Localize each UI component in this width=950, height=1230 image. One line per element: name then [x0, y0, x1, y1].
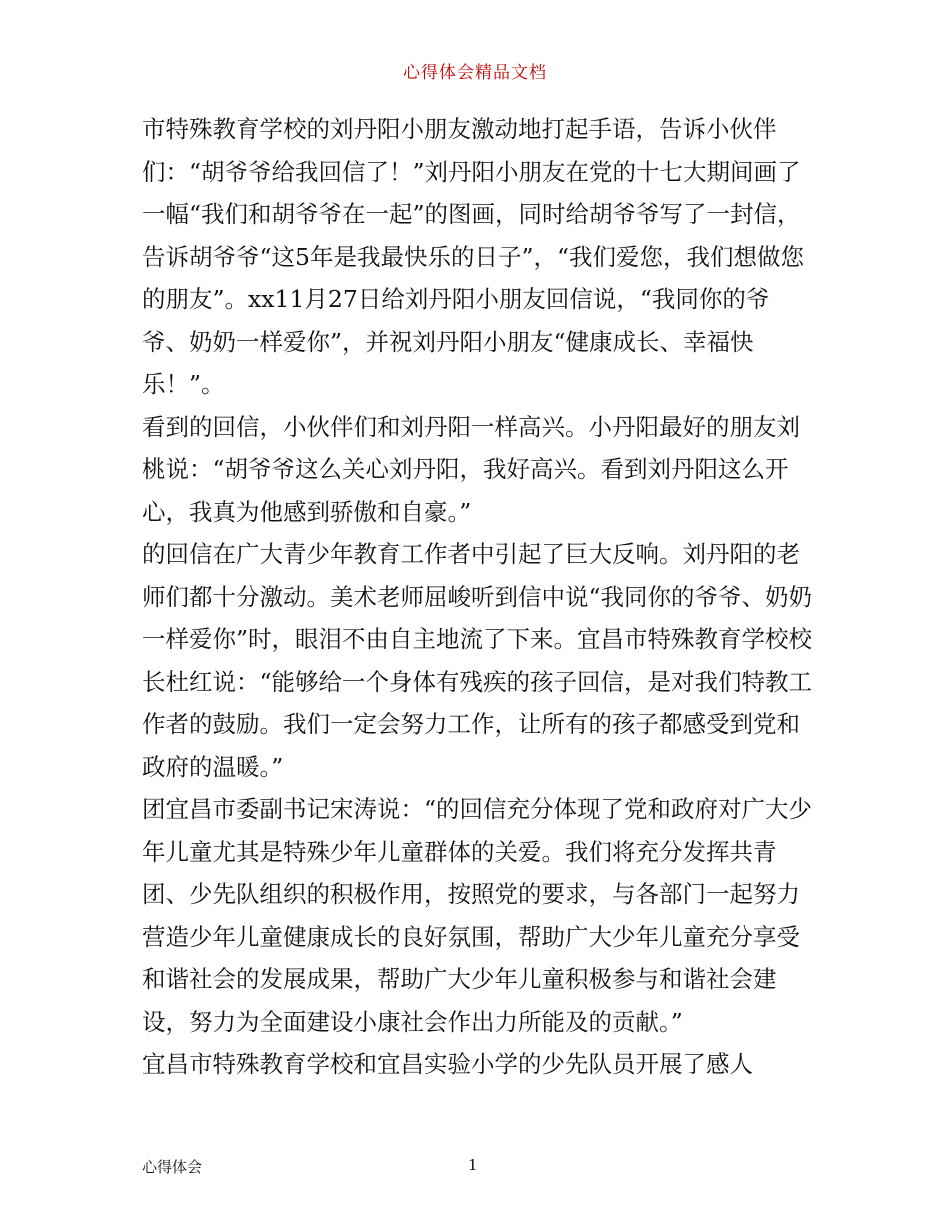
paragraph-2: 看到的回信，小伙伴们和刘丹阳一样高兴。小丹阳最好的朋友刘桃说：“胡爷爷这么关心刘丹阳，我好高兴。看到刘丹阳这么开心，我真为他感到骄傲和自豪。” — [142, 412, 800, 526]
page-number: 1 — [468, 1156, 478, 1174]
footer-label: 心得体会 — [142, 1158, 203, 1176]
paragraph-3: 的回信在广大青少年教育工作者中引起了巨大反响。刘丹阳的老师们都十分激动。美术老师屈峻听到信中说“我同你的爷爷、奶奶一样爱你”时，眼泪不由自主地流了下来。宜昌市特殊教育学校校长杜红说：“能够给一个身体有残疾的孩子回信，是对我们特教工作者的鼓励。我们一定会努力工作，让所有的孩子都感受到党和政府的温暖。” — [142, 540, 813, 781]
document-body — [142, 108, 814, 1086]
paragraph-1: 市特殊教育学校的刘丹阳小朋友激动地打起手语，告诉小伙伴们：“胡爷爷给我回信了！”刘丹阳小朋友在党的十七大期间画了一幅“我们和胡爷爷在一起”的图画，同时给胡爷爷写了一封信，告诉胡爷爷“这5年是我最快乐的日子”，“我们爱您，我们想做您的朋友”。xx11月27日给刘丹阳小朋友回信说，“我同你的爷爷、奶奶一样爱你”，并祝刘丹阳小朋友“健康成长、幸福快乐！”。 — [142, 115, 804, 398]
paragraph-5: 宜昌市特殊教育学校和宜昌实验小学的少先队员开展了感人 — [142, 1050, 753, 1078]
document-header-title: 心得体会精品文档 — [403, 63, 547, 83]
paragraph-4: 团宜昌市委副书记宋涛说：“的回信充分体现了党和政府对广大少年儿童尤其是特殊少年儿童群体的关爱。我们将充分发挥共青团、少先队组织的积极作用，按照党的要求，与各部门一起努力营造少年儿童健康成长的良好氛围，帮助广大少年儿童充分享受和谐社会的发展成果，帮助广大少年儿童积极参与和谐社会建设，努力为全面建设小康社会作出力所能及的贡献。” — [142, 795, 813, 1036]
